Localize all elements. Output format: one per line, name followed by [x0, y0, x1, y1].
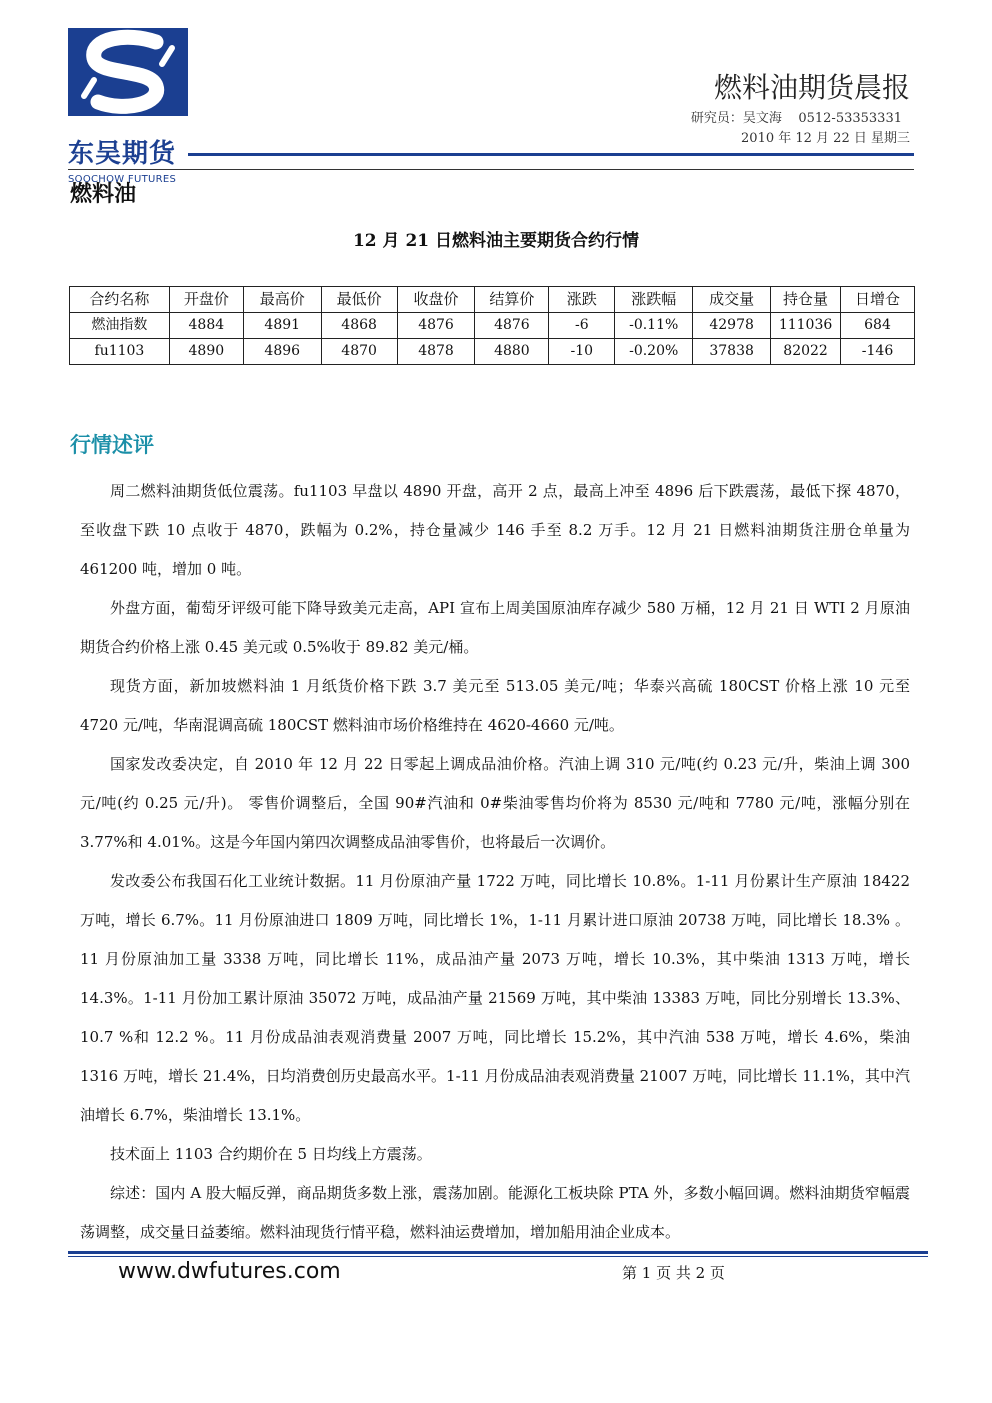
report-date: 2010 年 12 月 22 日 星期三 — [741, 131, 910, 146]
table-cell: 82022 — [771, 339, 841, 365]
table-header-cell: 涨跌幅 — [615, 287, 693, 313]
commentary-title: 行情述评 — [70, 433, 154, 457]
table-header-cell: 成交量 — [693, 287, 771, 313]
table-cell: -6 — [549, 313, 615, 339]
page-number: 第 1 页 共 2 页 — [622, 1264, 725, 1282]
table-cell: 4884 — [169, 313, 243, 339]
company-logo — [68, 28, 190, 185]
logo-chinese-name: 东吴期货 — [68, 139, 177, 169]
table-cell: 4896 — [243, 339, 321, 365]
commentary-paragraph: 国家发改委决定，自 2010 年 12 月 22 日零起上调成品油价格。汽油上调 310 元/吨(约 0.23 元/升，柴油上调 300 元/吨(约 0.25 元/升)。 零售价调整后，全国 90#汽油和 0#柴油零售均价将为 8530 元/吨和 7780 元/吨，涨幅分别在 3.77%和 4.01%。这是今年国内第四次调整成品油零售价，也将最后一次调价。 — [80, 755, 910, 851]
table-cell: -10 — [549, 339, 615, 365]
table-header-row — [70, 287, 915, 313]
commentary-body — [80, 472, 910, 1252]
table-cell: 4868 — [321, 313, 397, 339]
table-cell: 111036 — [771, 313, 841, 339]
table-header-cell: 收盘价 — [397, 287, 475, 313]
soochow-logo-icon — [68, 28, 188, 116]
table-cell: 4876 — [475, 313, 549, 339]
table-header-cell: 开盘价 — [169, 287, 243, 313]
table-cell: 燃油指数 — [70, 313, 170, 339]
futures-quote-table — [69, 286, 915, 365]
table-cell: 4880 — [475, 339, 549, 365]
table-cell: -146 — [841, 339, 915, 365]
table-header-cell: 持仓量 — [771, 287, 841, 313]
commentary-paragraph: 外盘方面，葡萄牙评级可能下降导致美元走高，API 宣布上周美国原油库存减少 580 万桶，12 月 21 日 WTI 2 月原油期货合约价格上涨 0.45 美元或 0.5%收于 89.82 美元/桶。 — [80, 599, 910, 656]
logo-english-name: SOOCHOW FUTURES — [68, 174, 177, 185]
table-row — [70, 313, 915, 339]
table-header-cell: 结算价 — [475, 287, 549, 313]
table-header-cell: 日增仓 — [841, 287, 915, 313]
table-header-cell: 合约名称 — [70, 287, 170, 313]
table-header-cell: 最高价 — [243, 287, 321, 313]
table-cell: -0.20% — [615, 339, 693, 365]
table-cell: 4870 — [321, 339, 397, 365]
table-header-cell: 最低价 — [321, 287, 397, 313]
table-cell: -0.11% — [615, 313, 693, 339]
table-cell: 4876 — [397, 313, 475, 339]
header-divider-thin — [68, 169, 914, 170]
website-link[interactable]: www.dwfutures.com — [118, 1259, 341, 1284]
table-cell: 42978 — [693, 313, 771, 339]
commentary-paragraph: 周二燃料油期货低位震荡。fu1103 早盘以 4890 开盘，高开 2 点，最高上冲至 4896 后下跌震荡，最低下探 4870，至收盘下跌 10 点收于 4870，跌幅为 0.2%，持仓量减少 146 手至 8.2 万手。12 月 21 日燃料油期货注册仓单量为 461200 吨，增加 0 吨。 — [80, 482, 910, 578]
report-title: 燃料油期货晨报 — [713, 71, 910, 104]
table-cell: 37838 — [693, 339, 771, 365]
researcher-contact: 研究员：吴文海 0512-53353331 — [690, 111, 902, 126]
header-divider-thick — [188, 153, 914, 156]
commentary-paragraph: 发改委公布我国石化工业统计数据。11 月份原油产量 1722 万吨，同比增长 10.8%。1-11 月份累计生产原油 18422 万吨，增长 6.7%。11 月份原油进口 1809 万吨，同比增长 1%，1-11 月累计进口原油 20738 万吨，同比增长 18.3% 。11 月份原油加工量 3338 万吨，同比增长 11%，成品油产量 2073 万吨，增长 10.3%，其中柴油 1313 万吨，增长 14.3%。1-11 月份加工累计原油 35072 万吨，成品油产量 21569 万吨，其中柴油 13383 万吨，同比分别增长 13.3%、10.7 %和 12.2 %。11 月份成品油表观消费量 2007 万吨，同比增长 15.2%，其中汽油 538 万吨，增长 4.6%，柴油 1316 万吨，增长 21.4%，日均消费创历史最高水平。1-11 月份成品油表观消费量 21007 万吨，同比增长 11.1%，其中汽油增长 6.7%，柴油增长 13.1%。 — [80, 872, 910, 1124]
table-caption: 12 月 21 日燃料油主要期货合约行情 — [352, 231, 640, 251]
footer-divider-thick — [68, 1251, 928, 1254]
table-cell: 684 — [841, 313, 915, 339]
table-cell: 4878 — [397, 339, 475, 365]
section-title: 燃料油 — [70, 182, 137, 207]
commentary-paragraph: 现货方面，新加坡燃料油 1 月纸货价格下跌 3.7 美元至 513.05 美元/吨；华泰兴高硫 180CST 价格上涨 10 元至 4720 元/吨，华南混调高硫 180CST 燃料油市场价格维持在 4620-4660 元/吨。 — [80, 677, 910, 734]
table-cell: 4890 — [169, 339, 243, 365]
table-row — [70, 339, 915, 365]
table-cell: fu1103 — [70, 339, 170, 365]
table-cell: 4891 — [243, 313, 321, 339]
table-header-cell: 涨跌 — [549, 287, 615, 313]
commentary-paragraph: 综述：国内 A 股大幅反弹，商品期货多数上涨，震荡加剧。能源化工板块除 PTA 外，多数小幅回调。燃料油期货窄幅震荡调整，成交量日益萎缩。燃料油现货行情平稳，燃料油运费增加，增加船用油企业成本。 — [80, 1184, 910, 1241]
commentary-paragraph: 技术面上 1103 合约期价在 5 日均线上方震荡。 — [110, 1145, 432, 1163]
